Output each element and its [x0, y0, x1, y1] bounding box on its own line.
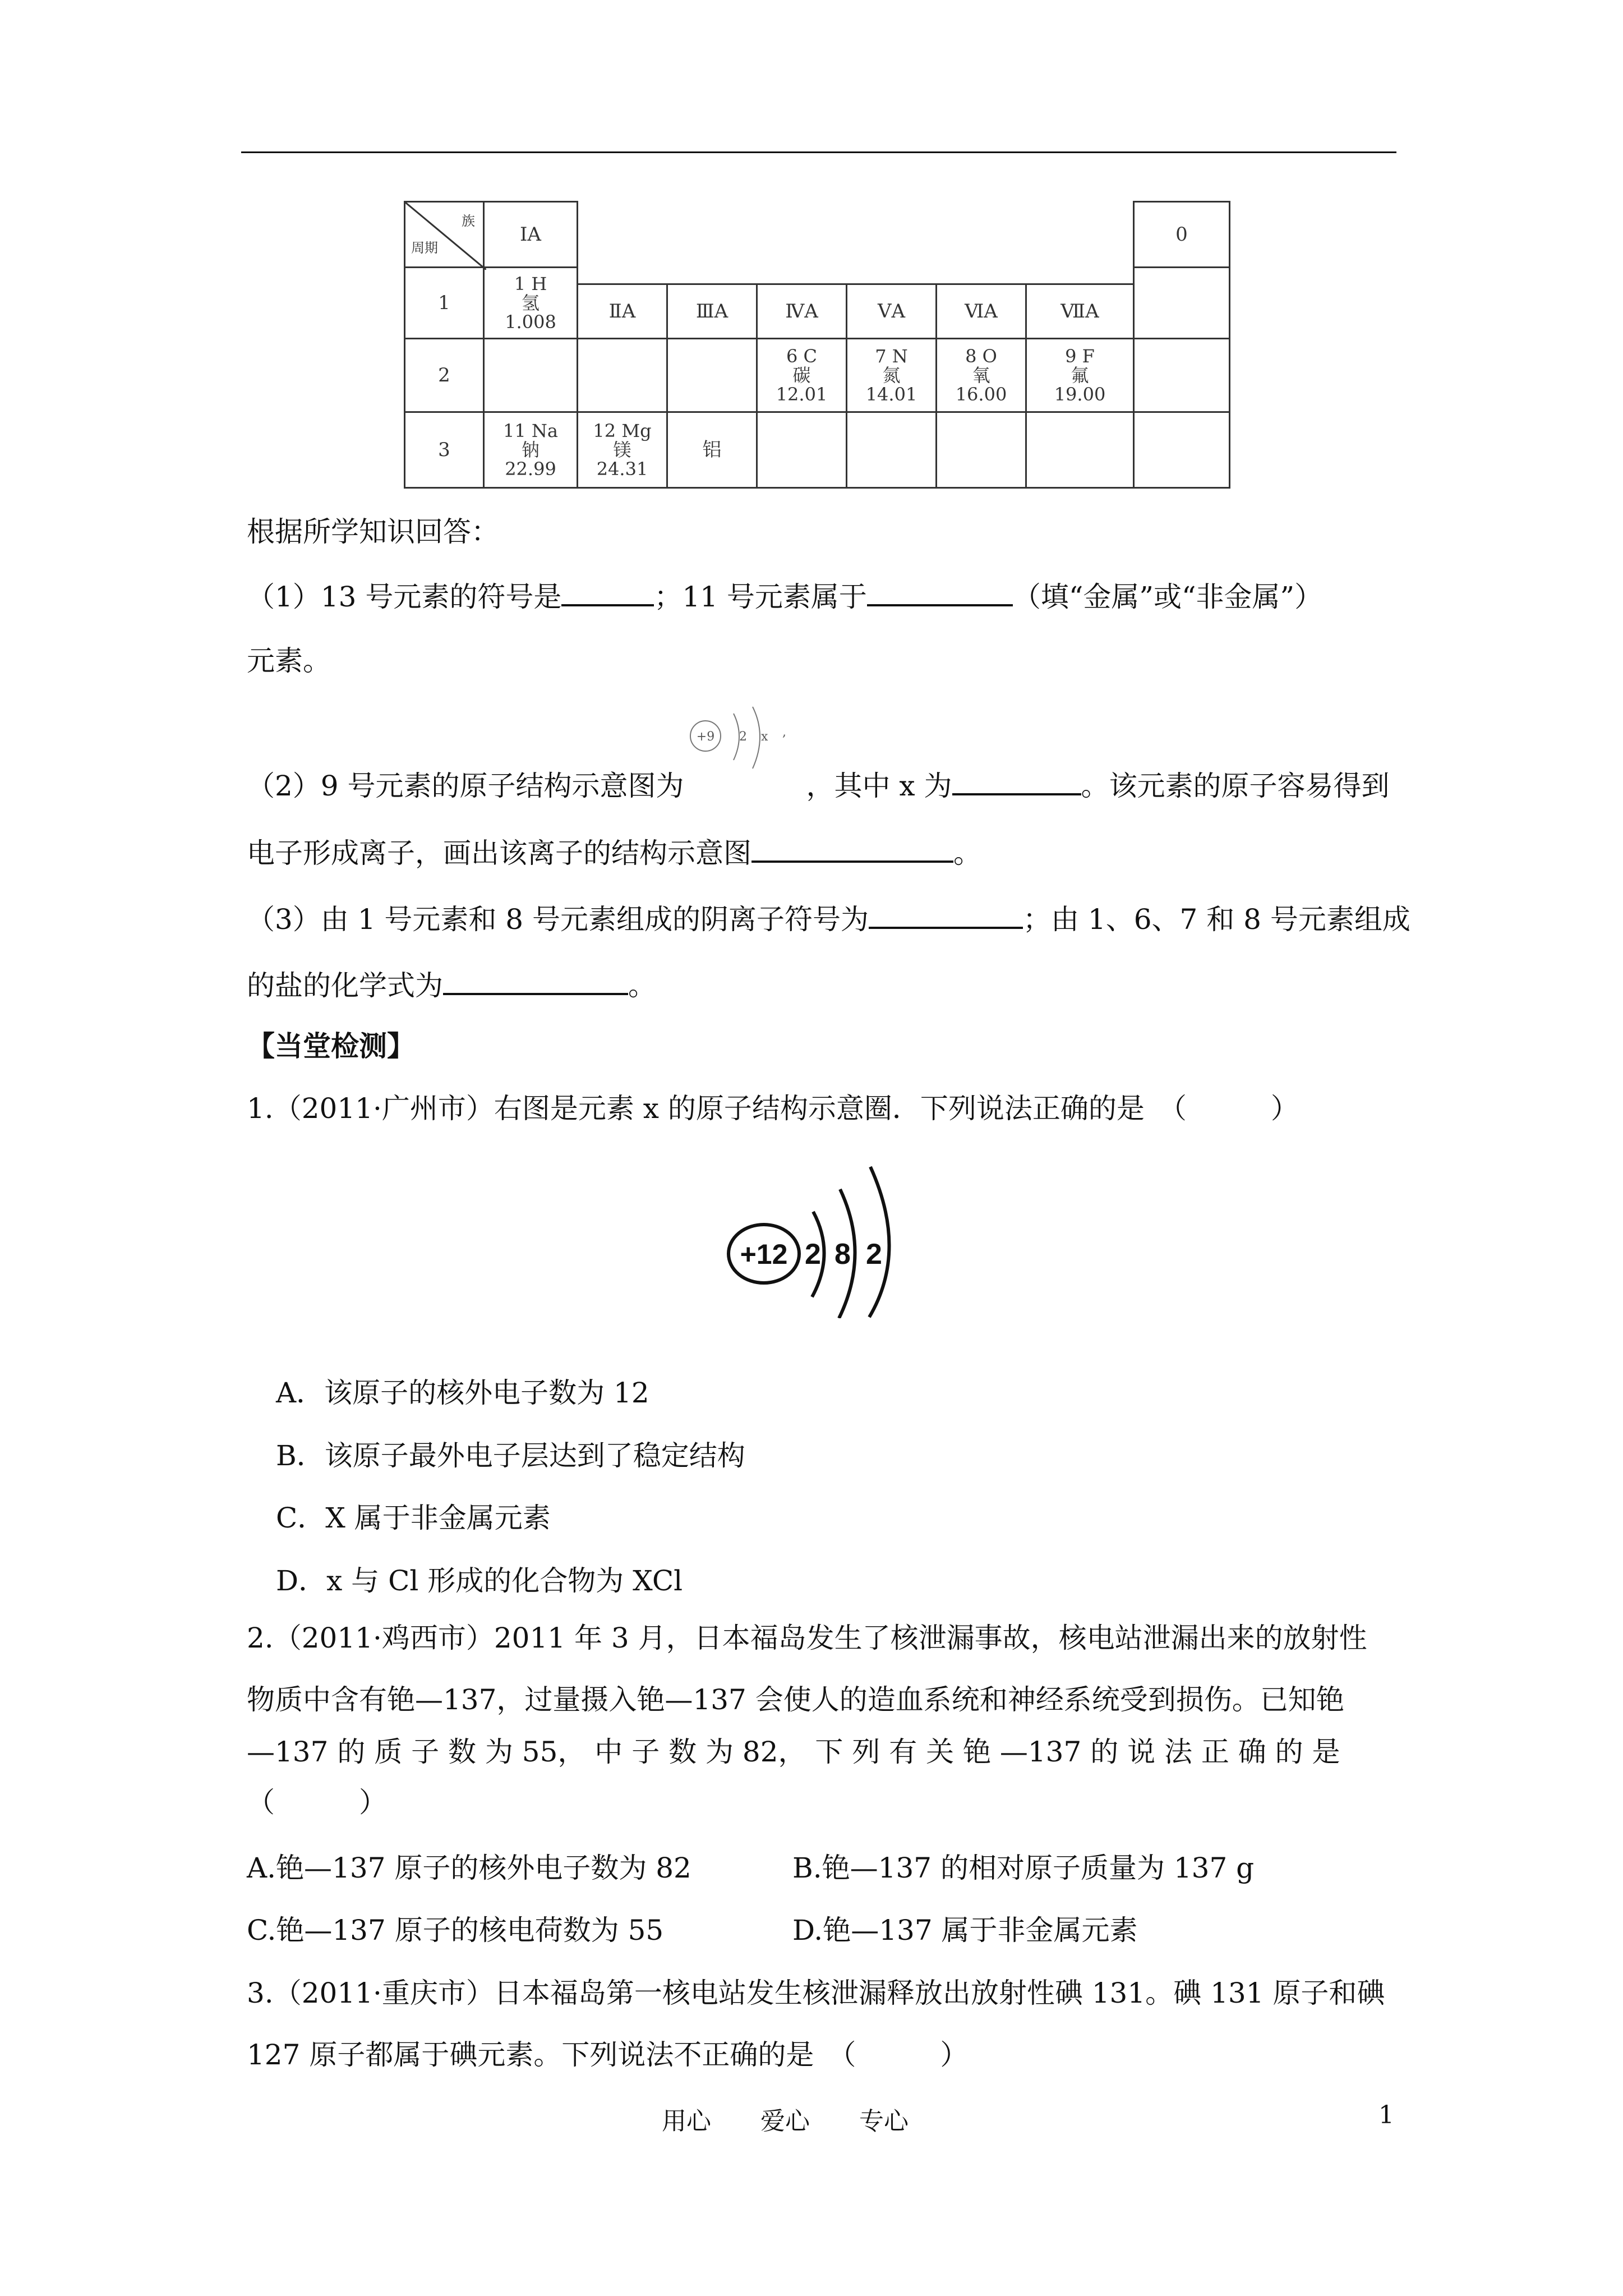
option-b: B．该原子最外电子层达到了稳定结构: [276, 1439, 745, 1472]
element-f: 9 F 氟 19.00: [1025, 338, 1135, 413]
question-3-line-1: （3）由 1 号元素和 8 号元素组成的阴离子符号为 ；由 1、6、7 和 8 号元素组成: [247, 898, 1410, 938]
magnesium-atom-diagram: [723, 1156, 909, 1318]
periodic-table: [404, 201, 1234, 490]
period-label-1: 1: [404, 266, 485, 339]
problem-2-line-3: —137 的 质 子 数 为 55， 中 子 数 为 82， 下 列 有 关 铯 —137 的 说 法 正 确 的 是: [247, 1736, 1340, 1768]
table-corner-cell: [404, 201, 485, 268]
question-2-line-1: （2）9 号元素的原子结构示意图为 ，其中 x 为 。该元素的原子容易得到: [247, 764, 1390, 804]
shell-electron-count: 2: [739, 730, 747, 744]
answer-blank[interactable]: [751, 831, 953, 863]
group-header-iia: ⅡA: [577, 283, 668, 339]
shell-electron-count: 2: [805, 1238, 821, 1271]
empty-cell: [577, 338, 668, 413]
element-c: 6 C 碳 12.01: [756, 338, 847, 413]
empty-cell: [1025, 411, 1135, 489]
element-na: 11 Na 钠 22.99: [483, 411, 578, 489]
element-h: 1 H 氢 1.008: [483, 266, 578, 339]
nucleus-label: +9: [696, 730, 715, 744]
period-label-2: 2: [404, 338, 485, 413]
answer-blank[interactable]: [867, 575, 1013, 606]
electron-shell-arc: [753, 707, 760, 769]
group-header-viia: ⅦA: [1025, 283, 1135, 339]
answer-blank[interactable]: [952, 764, 1081, 795]
electron-shell-arc: [734, 714, 739, 760]
option-b: B.铯—137 的相对原子质量为 137 g: [792, 1852, 1255, 1884]
page-number: 1: [1378, 2101, 1394, 2129]
corner-period-label: 周期: [411, 240, 438, 256]
question-1-line-1: （1）13 号元素的符号是 ；11 号元素属于 （填“金属”或“非金属”）: [247, 575, 1322, 615]
option-c: C.铯—137 原子的核电荷数为 55: [247, 1914, 664, 1947]
group-header-via: ⅥA: [935, 283, 1027, 339]
corner-group-label: 族: [462, 213, 475, 229]
option-a: A．该原子的核外电子数为 12: [276, 1377, 649, 1409]
question-1-line-2: 元素。: [247, 645, 331, 677]
option-a: A.铯—137 原子的核外电子数为 82: [247, 1852, 691, 1884]
nucleus-label: +12: [740, 1239, 788, 1270]
question-3-line-2: 的盐的化学式为 。: [247, 964, 656, 1004]
empty-cell: [483, 338, 578, 413]
element-al: 铝: [666, 411, 758, 489]
problem-1-stem: 1.（2011·广州市）右图是元素 x 的原子结构示意圈．下列说法正确的是 （ ）: [247, 1092, 1299, 1125]
empty-cell: [756, 411, 847, 489]
empty-cell: [935, 411, 1027, 489]
empty-cell: [846, 411, 937, 489]
empty-cell: [1133, 266, 1230, 339]
answer-blank[interactable]: [869, 898, 1023, 929]
problem-2-line-1: 2.（2011·鸡西市）2011 年 3 月，日本福岛发生了核泄漏事故，核电站泄漏出来的放射性: [247, 1622, 1367, 1654]
intro-text: 根据所学知识回答：: [247, 516, 499, 548]
shell-electron-count: x: [761, 730, 768, 744]
option-d: D.铯—137 属于非金属元素: [792, 1914, 1138, 1947]
problem-2-line-2: 物质中含有铯—137，过量摄入铯—137 会使人的造血系统和神经系统受到损伤。已知铯: [247, 1683, 1344, 1716]
problem-3-line-1: 3.（2011·重庆市）日本福岛第一核电站发生核泄漏释放出放射性碘 131。碘 131 原子和碘: [247, 1977, 1385, 2009]
element-mg: 12 Mg 镁 24.31: [577, 411, 668, 489]
answer-blank[interactable]: [561, 575, 654, 606]
empty-cell: [1133, 338, 1230, 413]
group-header-ia: IA: [483, 201, 578, 268]
element-n: 7 N 氮 14.01: [846, 338, 937, 413]
group-header-va: ⅤA: [846, 283, 937, 339]
element-o: 8 O 氧 16.00: [935, 338, 1027, 413]
shell-electron-count: 8: [834, 1238, 851, 1271]
problem-3-line-2: 127 原子都属于碘元素。下列说法不正确的是 （ ）: [247, 2039, 969, 2071]
atom-diagram-svg: [723, 1156, 909, 1318]
option-d: D．x 与 Cl 形成的化合物为 XCl: [276, 1565, 683, 1597]
diagram-comma: ,: [782, 725, 786, 739]
question-2-line-2: 电子形成离子，画出该离子的结构示意图 。: [247, 831, 981, 872]
empty-cell: [1133, 411, 1230, 489]
shell-electron-count: 2: [866, 1238, 882, 1271]
group-header-0: 0: [1133, 201, 1230, 268]
group-header-iva: ⅣA: [756, 283, 847, 339]
header-rule: [241, 151, 1396, 153]
answer-blank[interactable]: [443, 964, 628, 995]
group-header-iiia: ⅢA: [666, 283, 758, 339]
period-label-3: 3: [404, 411, 485, 489]
section-title: 【当堂检测】: [247, 1029, 415, 1062]
footer-slogan: 用心 爱心 专心: [662, 2107, 909, 2136]
problem-2-line-4: （ ）: [247, 1786, 387, 1819]
option-c: C．X 属于非金属元素: [276, 1502, 551, 1534]
empty-cell: [666, 338, 758, 413]
